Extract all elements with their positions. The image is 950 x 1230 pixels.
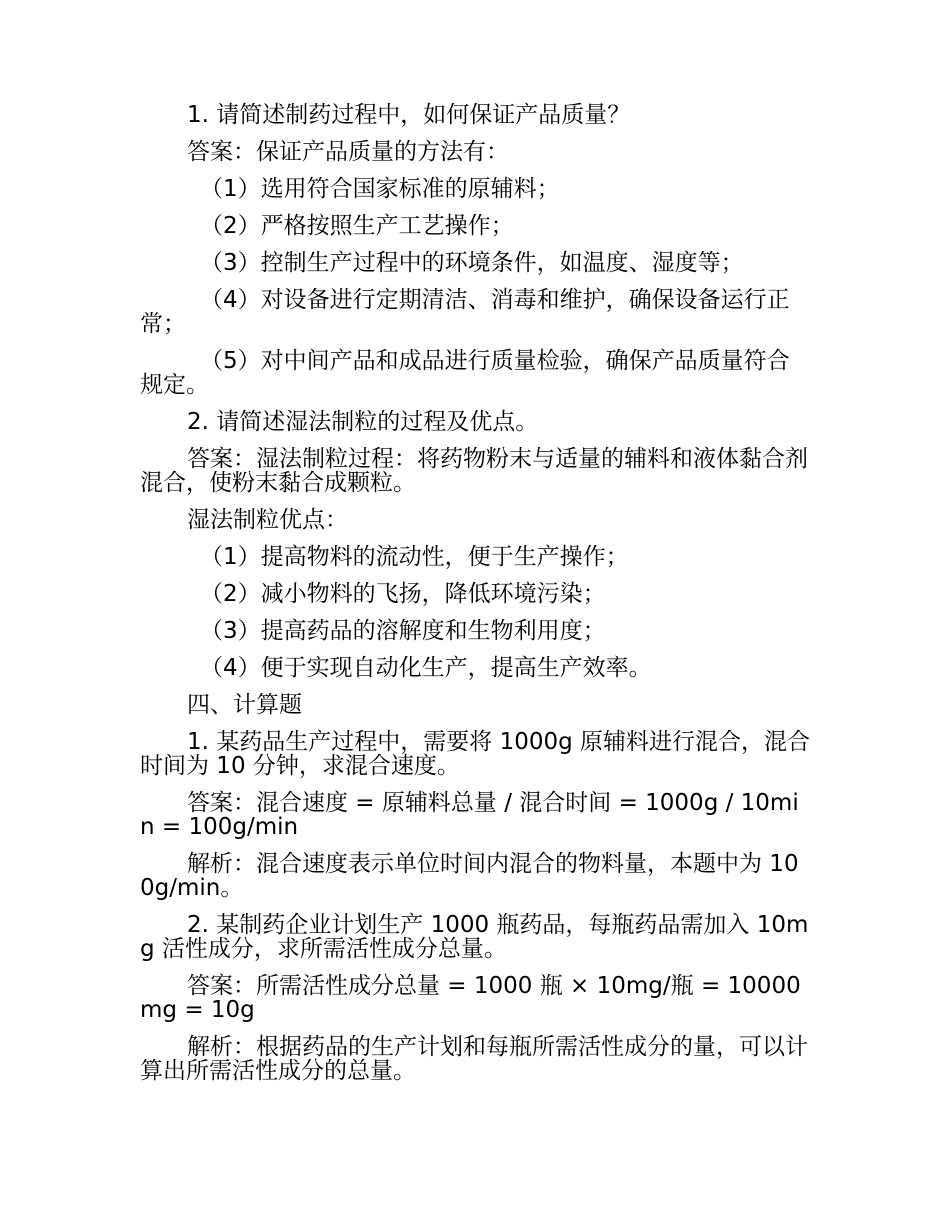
answer-1-intro: 答案：保证产品质量的方法有： xyxy=(187,139,509,165)
question-1-text: 1. 请简述制药过程中，如何保证产品质量？ xyxy=(187,102,631,128)
answer-1-item-2: （2）严格按照生产工艺操作； xyxy=(200,213,514,239)
calc-question-1: 1. 某药品生产过程中，需要将 1000g 原辅料进行混合，混合时间为 10 分钟，求混合速度。 xyxy=(140,729,811,779)
answer-2-process: 答案：湿法制粒过程：将药物粉末与适量的辅料和液体黏合剂混合，使粉末黏合成颗粒。 xyxy=(140,446,808,496)
calc-question-2: 2. 某制药企业计划生产 1000 瓶药品，每瓶药品需加入 10mg 活性成分，求所需活性成分总量。 xyxy=(140,912,809,962)
answer-2-advantages-heading: 湿法制粒优点： xyxy=(187,507,348,533)
answer-1-item-1: （1）选用符合国家标准的原辅料； xyxy=(200,176,560,202)
section-heading-calculation: 四、计算题 xyxy=(187,692,302,718)
calc-analysis-1: 解析：混合速度表示单位时间内混合的物料量，本题中为 100g/min。 xyxy=(140,851,799,901)
question-2-text: 2. 请简述湿法制粒的过程及优点。 xyxy=(187,409,539,435)
calc-answer-2: 答案：所需活性成分总量 = 1000 瓶 × 10mg/瓶 = 10000mg = 10g xyxy=(140,973,801,1023)
answer-1-item-3: （3）控制生产过程中的环境条件，如温度、湿度等； xyxy=(200,250,744,276)
answer-1-item-5: （5）对中间产品和成品进行质量检验，确保产品质量符合规定。 xyxy=(140,348,790,398)
answer-1-item-4: （4）对设备进行定期清洁、消毒和维护，确保设备运行正常； xyxy=(140,287,790,337)
calc-analysis-2: 解析：根据药品的生产计划和每瓶所需活性成分的量，可以计算出所需活性成分的总量。 xyxy=(140,1034,808,1084)
answer-2-item-3: （3）提高药品的溶解度和生物利用度； xyxy=(200,618,606,644)
answer-2-item-1: （1）提高物料的流动性，便于生产操作； xyxy=(200,544,629,570)
calc-answer-1: 答案：混合速度 = 原辅料总量 / 混合时间 = 1000g / 10min = 100g/min xyxy=(140,790,799,840)
answer-2-item-4: （4）便于实现自动化生产，提高生产效率。 xyxy=(200,655,652,681)
answer-2-item-2: （2）减小物料的飞扬，降低环境污染； xyxy=(200,581,606,607)
document-body xyxy=(140,103,810,1096)
